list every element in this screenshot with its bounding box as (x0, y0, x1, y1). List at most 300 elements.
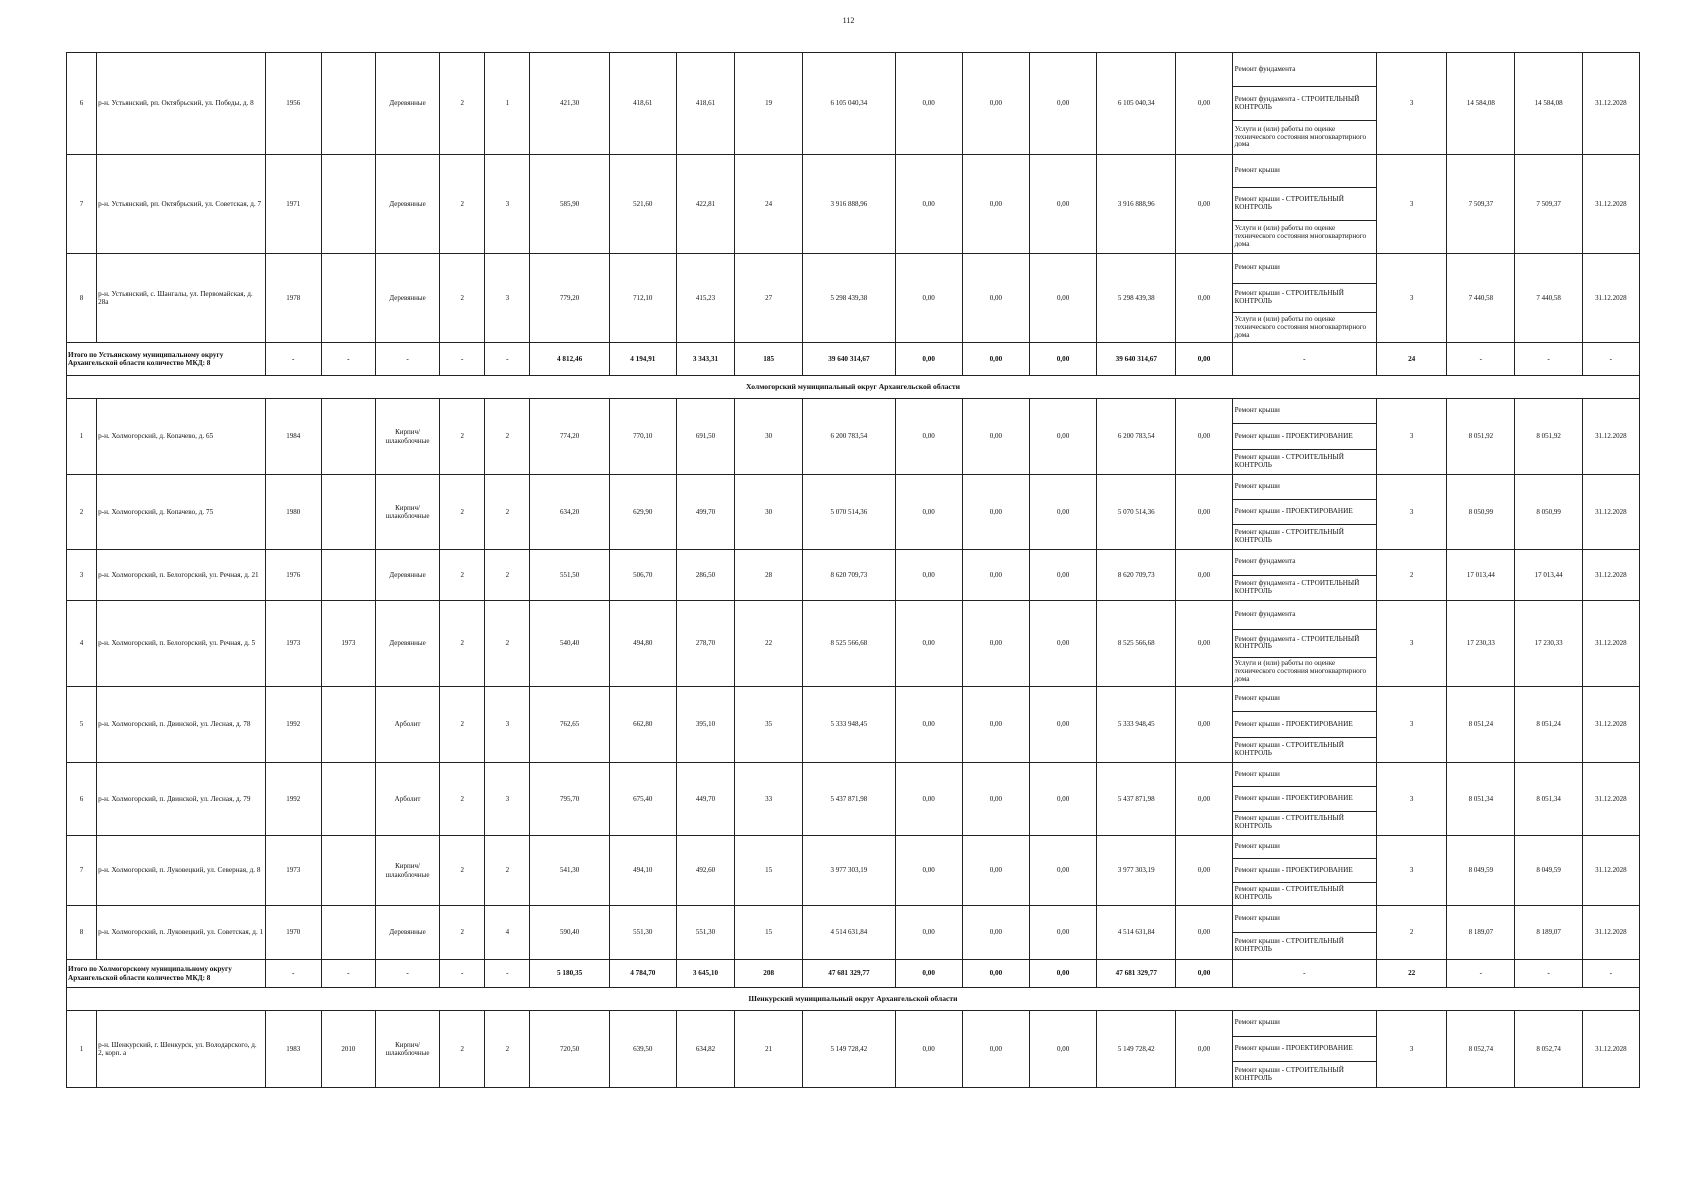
cell-mat: Кирпич/ шлакоблочные (375, 1011, 439, 1088)
cell-f3: 0,00 (1029, 687, 1096, 763)
works-cell (1232, 399, 1376, 475)
cell-floors: 2 (440, 687, 485, 763)
cell-a2: 418,61 (609, 53, 676, 155)
cell-u1: 8 052,74 (1447, 1011, 1515, 1088)
cell-year: 1983 (265, 1011, 321, 1088)
cell-res: 21 (735, 1011, 803, 1088)
work-item: Ремонт крыши (1233, 155, 1376, 188)
cell-a3: 691,50 (676, 399, 734, 475)
house-row (67, 763, 1640, 836)
cell-cnt: 3 (1377, 687, 1447, 763)
cell-cost: 4 514 631,84 (803, 906, 895, 960)
cell-cost: 8 525 566,68 (803, 601, 895, 687)
work-item: Ремонт крыши (1233, 254, 1376, 284)
cell-fund: 3 916 888,96 (1097, 155, 1176, 254)
section-header-row (67, 988, 1640, 1011)
cell-u1: 8 189,07 (1447, 906, 1515, 960)
cell-u2: 8 051,24 (1515, 687, 1582, 763)
cell-f3: 0,00 (1029, 836, 1096, 906)
cell-date: 31.12.2028 (1582, 763, 1639, 836)
cell-u1: 7 509,37 (1447, 155, 1515, 254)
cell-fund: 5 333 948,45 (1097, 687, 1176, 763)
cell-u2: 8 189,07 (1515, 906, 1582, 960)
total-cell-cost: 47 681 329,77 (803, 960, 895, 988)
cell-cost: 5 333 948,45 (803, 687, 895, 763)
cell-mat: Деревянные (375, 254, 439, 343)
cell-f4: 0,00 (1176, 836, 1232, 906)
row-number: 1 (67, 399, 97, 475)
cell-year2 (321, 475, 375, 550)
total-cell-a2: 4 194,91 (609, 343, 676, 376)
cell-f1: 0,00 (895, 399, 962, 475)
work-item: Ремонт крыши - ПРОЕКТИРОВАНИЕ (1233, 1037, 1376, 1063)
cell-f2: 0,00 (962, 254, 1029, 343)
total-cell-cost: 39 640 314,67 (803, 343, 895, 376)
cell-fund: 5 437 871,98 (1097, 763, 1176, 836)
cell-a3: 422,81 (676, 155, 734, 254)
cell-cnt: 2 (1377, 550, 1447, 601)
work-item: Ремонт крыши - СТРОИТЕЛЬНЫЙ КОНТРОЛЬ (1234, 740, 1344, 757)
works-cell (1232, 155, 1376, 254)
cell-res: 27 (735, 254, 803, 343)
house-row (67, 53, 1640, 155)
cell-f3: 0,00 (1029, 475, 1096, 550)
cell-mat: Кирпич/ шлакоблочные (375, 836, 439, 906)
cell-a2: 506,70 (609, 550, 676, 601)
cell-mat: Деревянные (375, 550, 439, 601)
total-cell-date: - (1582, 960, 1639, 988)
works-list (1233, 763, 1376, 835)
cell-entr: 2 (485, 475, 530, 550)
cell-res: 35 (735, 687, 803, 763)
cell-cost: 8 620 709,73 (803, 550, 895, 601)
cell-u1: 17 013,44 (1447, 550, 1515, 601)
work-item: Ремонт крыши (1233, 1011, 1376, 1037)
cell-u2: 8 051,92 (1515, 399, 1582, 475)
row-number: 8 (67, 906, 97, 960)
cell-mat: Кирпич/ шлакоблочные (375, 475, 439, 550)
house-row (67, 906, 1640, 960)
cell-u1: 8 050,99 (1447, 475, 1515, 550)
cell-a2: 662,80 (609, 687, 676, 763)
cell-f4: 0,00 (1176, 155, 1232, 254)
cell-f3: 0,00 (1029, 53, 1096, 155)
address-cell: р-н. Устьянский, рп. Октябрьский, ул. Победы, д. 8 (97, 53, 266, 155)
total-cell-a3: 3 645,10 (676, 960, 734, 988)
cell-f2: 0,00 (962, 763, 1029, 836)
total-cell-d2: - (321, 960, 375, 988)
row-number: 5 (67, 687, 97, 763)
cell-res: 24 (735, 155, 803, 254)
cell-f2: 0,00 (962, 906, 1029, 960)
cell-year2 (321, 906, 375, 960)
section-title: Шенкурский муниципальный округ Архангельской области (67, 988, 1640, 1011)
table-body (67, 53, 1640, 1088)
cell-entr: 1 (485, 53, 530, 155)
cell-entr: 3 (485, 763, 530, 836)
cell-cost: 3 977 303,19 (803, 836, 895, 906)
cell-u1: 14 584,08 (1447, 53, 1515, 155)
address-cell: р-н. Холмогорский, д. Копачево, д. 65 (97, 399, 266, 475)
cell-floors: 2 (440, 399, 485, 475)
house-row (67, 254, 1640, 343)
house-row (67, 1011, 1640, 1088)
work-item: Ремонт крыши - СТРОИТЕЛЬНЫЙ КОНТРОЛЬ (1234, 528, 1344, 544)
row-number: 7 (67, 155, 97, 254)
cell-f2: 0,00 (962, 836, 1029, 906)
total-cell-a3: 3 343,31 (676, 343, 734, 376)
cell-year2 (321, 399, 375, 475)
cell-cnt: 3 (1377, 53, 1447, 155)
cell-cnt: 2 (1377, 906, 1447, 960)
cell-a2: 551,30 (609, 906, 676, 960)
work-item: Ремонт крыши - ПРОЕКТИРОВАНИЕ (1233, 787, 1376, 811)
cell-floors: 2 (440, 475, 485, 550)
cell-f3: 0,00 (1029, 155, 1096, 254)
total-cell-d5: - (485, 960, 530, 988)
cell-year2 (321, 763, 375, 836)
works-cell (1232, 763, 1376, 836)
total-cell-a1: 4 812,46 (530, 343, 609, 376)
cell-res: 30 (735, 399, 803, 475)
work-item: Ремонт фундамента - СТРОИТЕЛЬНЫЙ КОНТРОЛЬ (1233, 630, 1376, 659)
cell-f2: 0,00 (962, 1011, 1029, 1088)
cell-u2: 14 584,08 (1515, 53, 1582, 155)
total-label: Итого по Устьянскому муниципальному округу Архангельской области количество МКД: 8 (67, 343, 266, 376)
cell-a1: 795,70 (530, 763, 609, 836)
cell-floors: 2 (440, 836, 485, 906)
cell-floors: 2 (440, 53, 485, 155)
cell-f4: 0,00 (1176, 1011, 1232, 1088)
works-cell (1232, 254, 1376, 343)
cell-date: 31.12.2028 (1582, 836, 1639, 906)
cell-a1: 634,20 (530, 475, 609, 550)
cell-cost: 5 298 439,38 (803, 254, 895, 343)
row-number: 8 (67, 254, 97, 343)
cell-f4: 0,00 (1176, 687, 1232, 763)
work-item: Ремонт крыши (1233, 906, 1376, 933)
cell-f3: 0,00 (1029, 763, 1096, 836)
cell-a1: 774,20 (530, 399, 609, 475)
cell-floors: 2 (440, 1011, 485, 1088)
cell-entr: 2 (485, 836, 530, 906)
cell-cnt: 3 (1377, 155, 1447, 254)
total-cell-date: - (1582, 343, 1639, 376)
cell-f3: 0,00 (1029, 254, 1096, 343)
cell-fund: 5 070 514,36 (1097, 475, 1176, 550)
cell-year2 (321, 687, 375, 763)
house-row (67, 836, 1640, 906)
total-cell-fund: 47 681 329,77 (1097, 960, 1176, 988)
cell-cnt: 3 (1377, 399, 1447, 475)
cell-res: 15 (735, 906, 803, 960)
cell-date: 31.12.2028 (1582, 687, 1639, 763)
cell-u2: 8 050,99 (1515, 475, 1582, 550)
address-cell: р-н. Холмогорский, п. Луковецкий, ул. Северная, д. 8 (97, 836, 266, 906)
address-cell: р-н. Холмогорский, п. Двинской, ул. Лесная, д. 78 (97, 687, 266, 763)
cell-a3: 278,70 (676, 601, 734, 687)
house-row (67, 155, 1640, 254)
cell-a1: 762,65 (530, 687, 609, 763)
work-item: Ремонт фундамента (1233, 601, 1376, 630)
cell-cost: 6 200 783,54 (803, 399, 895, 475)
cell-entr: 3 (485, 155, 530, 254)
page-number: 112 (842, 16, 855, 25)
cell-floors: 2 (440, 601, 485, 687)
cell-a2: 521,60 (609, 155, 676, 254)
cell-fund: 8 620 709,73 (1097, 550, 1176, 601)
cell-a3: 415,23 (676, 254, 734, 343)
cell-year: 1980 (265, 475, 321, 550)
total-cell-f3: 0,00 (1029, 960, 1096, 988)
row-number: 3 (67, 550, 97, 601)
cell-year2 (321, 836, 375, 906)
cell-a3: 499,70 (676, 475, 734, 550)
total-cell-works: - (1232, 343, 1376, 376)
cell-cost: 5 149 728,42 (803, 1011, 895, 1088)
cell-year: 1973 (265, 836, 321, 906)
cell-f1: 0,00 (895, 687, 962, 763)
cell-mat: Деревянные (375, 155, 439, 254)
cell-a1: 541,30 (530, 836, 609, 906)
cell-entr: 3 (485, 254, 530, 343)
cell-a3: 286,50 (676, 550, 734, 601)
total-row (67, 960, 1640, 988)
cell-year: 1973 (265, 601, 321, 687)
total-cell-u1: - (1447, 343, 1515, 376)
row-number: 4 (67, 601, 97, 687)
address-cell: р-н. Холмогорский, п. Белогорский, ул. Речная, д. 5 (97, 601, 266, 687)
works-list (1233, 254, 1376, 342)
cell-u2: 7 440,58 (1515, 254, 1582, 343)
cell-a3: 492,60 (676, 836, 734, 906)
works-cell (1232, 601, 1376, 687)
total-cell-d4: - (440, 960, 485, 988)
works-cell (1232, 836, 1376, 906)
cell-cnt: 3 (1377, 601, 1447, 687)
work-item: Ремонт крыши - СТРОИТЕЛЬНЫЙ КОНТРОЛЬ (1234, 452, 1344, 469)
cell-floors: 2 (440, 155, 485, 254)
cell-a2: 494,80 (609, 601, 676, 687)
cell-u1: 17 230,33 (1447, 601, 1515, 687)
cell-f1: 0,00 (895, 475, 962, 550)
total-cell-d3: - (375, 960, 439, 988)
work-item: Ремонт крыши - ПРОЕКТИРОВАНИЕ (1233, 500, 1376, 525)
cell-a2: 639,50 (609, 1011, 676, 1088)
total-cell-a1: 5 180,35 (530, 960, 609, 988)
row-number: 7 (67, 836, 97, 906)
house-row (67, 550, 1640, 601)
work-item: Ремонт крыши (1233, 399, 1376, 424)
cell-cost: 5 437 871,98 (803, 763, 895, 836)
row-number: 6 (67, 763, 97, 836)
work-item: Услуги и (или) работы по оценке технического состояния многоквартирного дома (1234, 124, 1367, 149)
total-cell-a2: 4 784,70 (609, 960, 676, 988)
address-cell: р-н. Шенкурский, г. Шенкурск, ул. Володарского, д. 2, корп. а (97, 1011, 266, 1088)
cell-mat: Деревянные (375, 601, 439, 687)
works-list (1233, 399, 1376, 474)
total-cell-cnt: 24 (1377, 343, 1447, 376)
cell-u2: 8 049,59 (1515, 836, 1582, 906)
total-cell-f4: 0,00 (1176, 343, 1232, 376)
cell-year2: 1973 (321, 601, 375, 687)
cell-entr: 2 (485, 399, 530, 475)
cell-mat: Деревянные (375, 53, 439, 155)
cell-fund: 5 298 439,38 (1097, 254, 1176, 343)
cell-f1: 0,00 (895, 53, 962, 155)
cell-a1: 590,40 (530, 906, 609, 960)
cell-year: 1970 (265, 906, 321, 960)
address-cell: р-н. Холмогорский, д. Копачево, д. 75 (97, 475, 266, 550)
cell-a1: 779,20 (530, 254, 609, 343)
cell-f2: 0,00 (962, 155, 1029, 254)
total-cell-f4: 0,00 (1176, 960, 1232, 988)
work-item: Ремонт фундамента - СТРОИТЕЛЬНЫЙ КОНТРОЛЬ (1234, 578, 1360, 595)
work-item: Ремонт крыши - ПРОЕКТИРОВАНИЕ (1233, 424, 1376, 449)
cell-year: 1956 (265, 53, 321, 155)
cell-cnt: 3 (1377, 254, 1447, 343)
cell-a3: 551,30 (676, 906, 734, 960)
cell-f1: 0,00 (895, 155, 962, 254)
cell-f2: 0,00 (962, 53, 1029, 155)
cell-cost: 6 105 040,34 (803, 53, 895, 155)
house-row (67, 475, 1640, 550)
cell-res: 19 (735, 53, 803, 155)
house-row (67, 399, 1640, 475)
works-list (1233, 155, 1376, 253)
work-item: Ремонт крыши (1233, 836, 1376, 859)
cell-f1: 0,00 (895, 601, 962, 687)
cell-f3: 0,00 (1029, 601, 1096, 687)
total-cell-res: 208 (735, 960, 803, 988)
works-list (1233, 906, 1376, 959)
cell-floors: 2 (440, 254, 485, 343)
total-cell-f2: 0,00 (962, 343, 1029, 376)
cell-f1: 0,00 (895, 254, 962, 343)
works-list (1233, 475, 1376, 549)
work-item: Услуги и (или) работы по оценке технического состояния многоквартирного дома (1234, 659, 1367, 684)
cell-u1: 8 051,24 (1447, 687, 1515, 763)
total-cell-fund: 39 640 314,67 (1097, 343, 1176, 376)
cell-year: 1992 (265, 687, 321, 763)
cell-fund: 6 105 040,34 (1097, 53, 1176, 155)
cell-res: 15 (735, 836, 803, 906)
cell-cnt: 3 (1377, 763, 1447, 836)
cell-res: 28 (735, 550, 803, 601)
work-item: Ремонт крыши - СТРОИТЕЛЬНЫЙ КОНТРОЛЬ (1234, 814, 1344, 831)
address-cell: р-н. Холмогорский, п. Луковецкий, ул. Советская, д. 1 (97, 906, 266, 960)
cell-f4: 0,00 (1176, 53, 1232, 155)
works-cell (1232, 550, 1376, 601)
cell-floors: 2 (440, 906, 485, 960)
cell-year2 (321, 155, 375, 254)
cell-a3: 418,61 (676, 53, 734, 155)
cell-mat: Деревянные (375, 906, 439, 960)
cell-a2: 770,10 (609, 399, 676, 475)
cell-year: 1984 (265, 399, 321, 475)
total-cell-u1: - (1447, 960, 1515, 988)
cell-date: 31.12.2028 (1582, 53, 1639, 155)
total-cell-f3: 0,00 (1029, 343, 1096, 376)
cell-a1: 421,30 (530, 53, 609, 155)
address-cell: р-н. Холмогорский, п. Двинской, ул. Лесная, д. 79 (97, 763, 266, 836)
cell-date: 31.12.2028 (1582, 550, 1639, 601)
cell-date: 31.12.2028 (1582, 475, 1639, 550)
cell-f4: 0,00 (1176, 550, 1232, 601)
total-cell-works: - (1232, 960, 1376, 988)
total-cell-res: 185 (735, 343, 803, 376)
total-cell-d1: - (265, 343, 321, 376)
cell-entr: 3 (485, 687, 530, 763)
cell-f1: 0,00 (895, 550, 962, 601)
work-item: Ремонт крыши - СТРОИТЕЛЬНЫЙ КОНТРОЛЬ (1234, 937, 1344, 953)
cell-year2: 2010 (321, 1011, 375, 1088)
cell-f2: 0,00 (962, 550, 1029, 601)
work-item: Ремонт фундамента - СТРОИТЕЛЬНЫЙ КОНТРОЛЬ (1233, 87, 1376, 121)
cell-f3: 0,00 (1029, 1011, 1096, 1088)
cell-u1: 8 049,59 (1447, 836, 1515, 906)
work-item: Ремонт крыши (1233, 763, 1376, 787)
total-row (67, 343, 1640, 376)
total-cell-f1: 0,00 (895, 343, 962, 376)
cell-f4: 0,00 (1176, 475, 1232, 550)
cell-entr: 2 (485, 601, 530, 687)
cell-a3: 634,82 (676, 1011, 734, 1088)
cell-a1: 551,50 (530, 550, 609, 601)
cell-f2: 0,00 (962, 399, 1029, 475)
work-item: Услуги и (или) работы по оценке технического состояния многоквартирного дома (1234, 224, 1367, 248)
cell-a2: 494,10 (609, 836, 676, 906)
address-cell: р-н. Устьянский, с. Шангалы, ул. Первомайская, д. 28а (97, 254, 266, 343)
cell-floors: 2 (440, 763, 485, 836)
total-cell-u2: - (1515, 343, 1582, 376)
total-cell-d4: - (440, 343, 485, 376)
work-item: Ремонт крыши - СТРОИТЕЛЬНЫЙ КОНТРОЛЬ (1233, 284, 1376, 314)
works-cell (1232, 687, 1376, 763)
cell-f1: 0,00 (895, 763, 962, 836)
total-cell-cnt: 22 (1377, 960, 1447, 988)
cell-mat: Арболит (375, 763, 439, 836)
total-label: Итого по Холмогорскому муниципальному округу Архангельской области количество МКД: 8 (67, 960, 266, 988)
cell-a3: 449,70 (676, 763, 734, 836)
cell-f1: 0,00 (895, 1011, 962, 1088)
cell-a2: 675,40 (609, 763, 676, 836)
cell-cnt: 3 (1377, 1011, 1447, 1088)
cell-entr: 2 (485, 1011, 530, 1088)
cell-f3: 0,00 (1029, 399, 1096, 475)
cell-fund: 6 200 783,54 (1097, 399, 1176, 475)
cell-entr: 2 (485, 550, 530, 601)
work-item: Ремонт крыши - СТРОИТЕЛЬНЫЙ КОНТРОЛЬ (1234, 1065, 1344, 1082)
works-list (1233, 836, 1376, 905)
repair-program-table (66, 52, 1640, 1088)
cell-a2: 712,10 (609, 254, 676, 343)
cell-u2: 7 509,37 (1515, 155, 1582, 254)
cell-fund: 3 977 303,19 (1097, 836, 1176, 906)
work-item: Ремонт крыши (1233, 687, 1376, 712)
work-item: Ремонт крыши - ПРОЕКТИРОВАНИЕ (1233, 712, 1376, 737)
works-cell (1232, 906, 1376, 960)
works-cell (1232, 475, 1376, 550)
cell-year2 (321, 254, 375, 343)
house-row (67, 687, 1640, 763)
house-row (67, 601, 1640, 687)
cell-year: 1978 (265, 254, 321, 343)
cell-u2: 8 051,34 (1515, 763, 1582, 836)
works-list (1233, 53, 1376, 154)
total-cell-f1: 0,00 (895, 960, 962, 988)
cell-a1: 585,90 (530, 155, 609, 254)
